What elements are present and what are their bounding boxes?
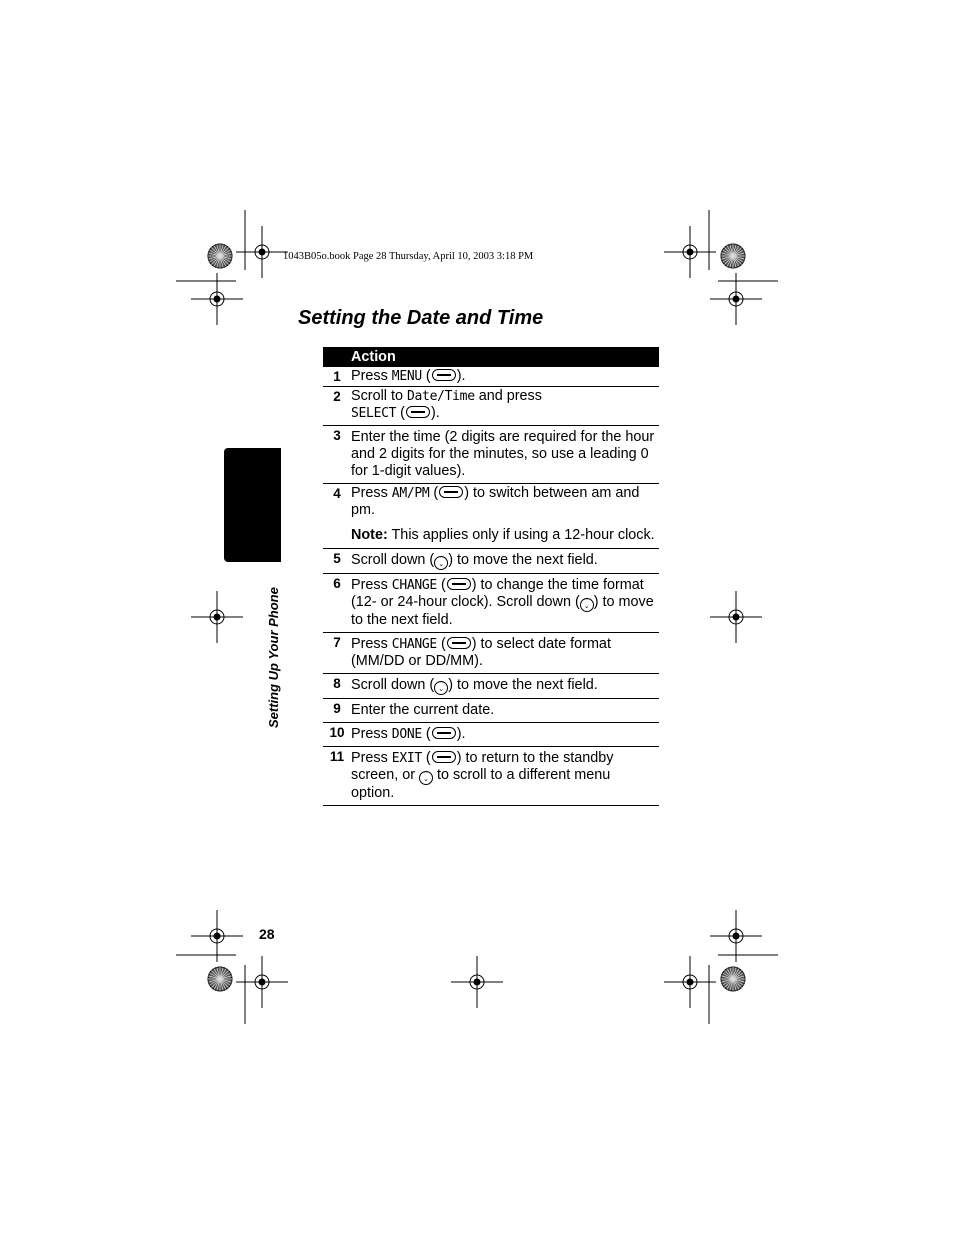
step-number: 11 bbox=[323, 747, 351, 806]
step-number: 6 bbox=[323, 574, 351, 633]
softkey-label: EXIT bbox=[391, 751, 422, 766]
step-number: 2 bbox=[323, 387, 351, 426]
registration-dot bbox=[733, 614, 739, 620]
step-text: Press MENU ( ). bbox=[351, 367, 659, 387]
step-text: Press CHANGE ( ) to select date format (MM/DD or DD/MM). bbox=[351, 633, 659, 674]
softkey-icon bbox=[432, 727, 456, 739]
step-text: Scroll to Date/Time and press SELECT ( ). bbox=[351, 387, 659, 426]
table-row bbox=[323, 723, 659, 747]
softkey-icon bbox=[447, 637, 471, 649]
step-number: 3 bbox=[323, 426, 351, 484]
table-header-num bbox=[323, 347, 351, 367]
action-table bbox=[323, 347, 659, 806]
table-row bbox=[323, 747, 659, 806]
registration-dot bbox=[474, 979, 480, 985]
step-text: Press CHANGE ( ) to change the time format (12- or 24-hour clock). Scroll down ( ⌃ ⌄ ) to move to the next field. bbox=[351, 574, 659, 633]
note: Note: This applies only if using a 12-hour clock. bbox=[351, 527, 655, 543]
page-title: Setting the Date and Time bbox=[298, 307, 544, 329]
menu-item-label: Date/Time bbox=[406, 389, 475, 404]
step-number: 10 bbox=[323, 723, 351, 747]
softkey-icon bbox=[439, 486, 463, 498]
table-header-row bbox=[323, 347, 659, 367]
table-header-action: Action bbox=[351, 347, 659, 367]
registration-dot bbox=[733, 933, 739, 939]
registration-dot bbox=[733, 296, 739, 302]
page-number: 28 bbox=[259, 926, 275, 942]
registration-dot bbox=[214, 296, 220, 302]
step-number: 5 bbox=[323, 549, 351, 574]
step-text: Press EXIT ( ) to return to the standby screen, or ⌃ ⌄ to scroll to a different menu option. bbox=[351, 747, 659, 806]
step-number: 8 bbox=[323, 674, 351, 699]
step-text: Scroll down ( ⌃ ⌄ ) to move the next field. bbox=[351, 674, 659, 699]
step-text: Press AM/PM ( ) to switch between am and pm. Note: This applies only if using a 12-hour clock. bbox=[351, 484, 659, 549]
registration-dot bbox=[259, 979, 265, 985]
print-header: 1043B05o.book Page 28 Thursday, April 10, 2003 3:18 PM bbox=[283, 251, 534, 262]
nav-key-icon: ⌃ ⌄ bbox=[434, 556, 448, 570]
registration-dot bbox=[214, 614, 220, 620]
chapter-tab bbox=[224, 448, 281, 562]
step-text: Enter the time (2 digits are required for the hour and 2 digits for the minutes, so use a leading 0 for 1-digit values). bbox=[351, 426, 659, 484]
softkey-icon bbox=[432, 751, 456, 763]
table-row bbox=[323, 549, 659, 574]
softkey-icon bbox=[406, 406, 430, 418]
softkey-icon bbox=[432, 369, 456, 381]
softkey-label: AM/PM bbox=[391, 486, 430, 501]
step-number: 1 bbox=[323, 367, 351, 387]
registration-dot bbox=[259, 249, 265, 255]
softkey-label: CHANGE bbox=[391, 578, 437, 593]
table-row bbox=[323, 484, 659, 549]
softkey-label: MENU bbox=[391, 369, 422, 384]
step-text: Press DONE ( ). bbox=[351, 723, 659, 747]
table-row bbox=[323, 574, 659, 633]
note-label: Note: bbox=[351, 527, 388, 543]
nav-key-icon: ⌃ ⌄ bbox=[580, 598, 594, 612]
registration-dot bbox=[687, 979, 693, 985]
table-row bbox=[323, 426, 659, 484]
nav-key-icon: ⌃ ⌄ bbox=[419, 771, 433, 785]
nav-key-icon: ⌃ ⌄ bbox=[434, 681, 448, 695]
softkey-label: SELECT bbox=[351, 406, 397, 421]
table-row bbox=[323, 387, 659, 426]
table-row bbox=[323, 674, 659, 699]
chapter-label: Setting Up Your Phone bbox=[266, 587, 281, 728]
softkey-label: CHANGE bbox=[391, 637, 437, 652]
table-row bbox=[323, 367, 659, 387]
step-text: Scroll down ( ⌃ ⌄ ) to move the next field. bbox=[351, 549, 659, 574]
softkey-icon bbox=[447, 578, 471, 590]
step-number: 9 bbox=[323, 699, 351, 723]
registration-dot bbox=[687, 249, 693, 255]
table-row bbox=[323, 699, 659, 723]
step-number: 7 bbox=[323, 633, 351, 674]
softkey-label: DONE bbox=[391, 727, 422, 742]
step-text: Enter the current date. bbox=[351, 699, 659, 723]
step-number: 4 bbox=[323, 484, 351, 549]
registration-dot bbox=[214, 933, 220, 939]
table-row bbox=[323, 633, 659, 674]
